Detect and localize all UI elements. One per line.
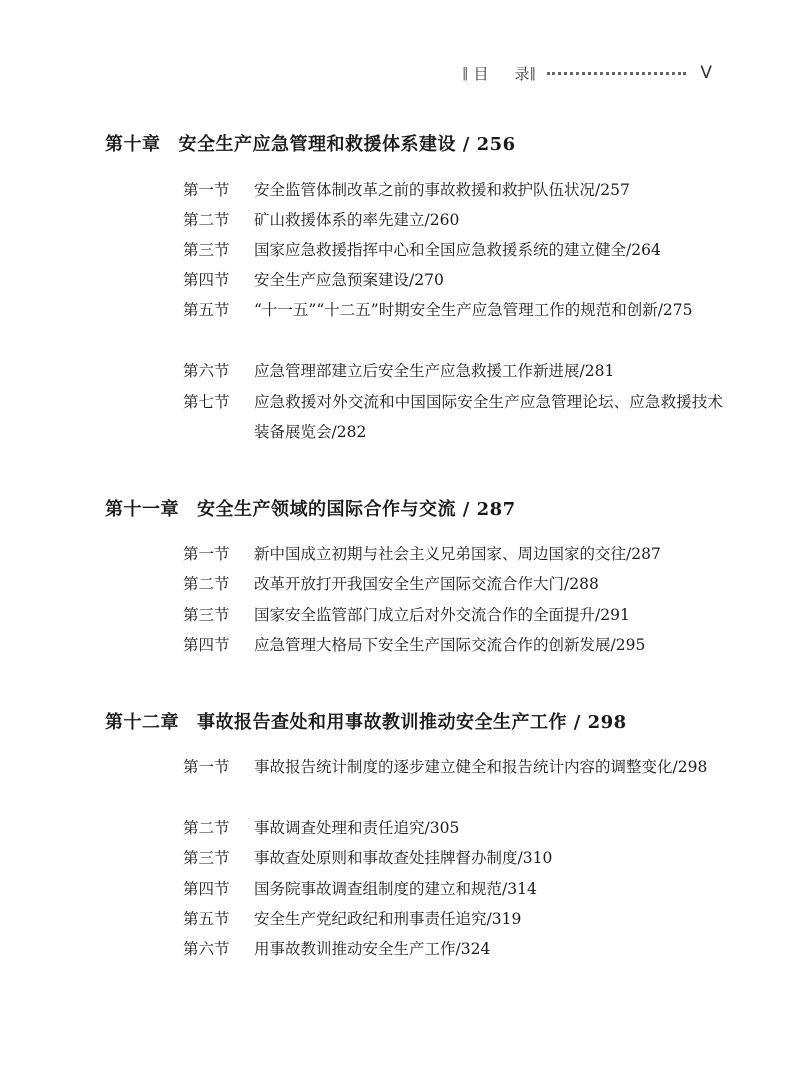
chapter-title: 安全生产应急管理和救援体系建设 / 256 bbox=[178, 134, 516, 155]
running-header bbox=[462, 58, 712, 88]
chapter-title: 安全生产领域的国际合作与交流 / 287 bbox=[197, 499, 516, 520]
section-number: 第二节 bbox=[183, 211, 230, 229]
section-title: 应急管理部建立后安全生产应急救援工作新进展/281 bbox=[254, 362, 615, 380]
section-number: 第一节 bbox=[183, 181, 230, 199]
chapter-number: 第十章 bbox=[105, 134, 161, 155]
section-title: 安全生产应急预案建设/270 bbox=[254, 271, 444, 289]
section-number: 第四节 bbox=[183, 880, 230, 898]
section-number: 第三节 bbox=[183, 849, 230, 867]
section-number: 第三节 bbox=[183, 606, 230, 624]
toc-entry[interactable] bbox=[183, 843, 723, 873]
toc-entry[interactable] bbox=[183, 874, 723, 904]
toc-entry[interactable] bbox=[183, 813, 723, 843]
toc-entry[interactable] bbox=[183, 356, 723, 386]
section-title: 改革开放打开我国安全生产国际交流合作大门/288 bbox=[254, 575, 599, 593]
section-title: 应急管理大格局下安全生产国际交流合作的创新发展/295 bbox=[254, 636, 646, 654]
chapter-10-heading[interactable] bbox=[105, 130, 516, 156]
section-title: 用事故教训推动安全生产工作/324 bbox=[254, 940, 491, 958]
toc-entry[interactable] bbox=[183, 569, 723, 599]
toc-entry[interactable] bbox=[183, 175, 723, 205]
toc-entry[interactable] bbox=[183, 904, 723, 934]
header-label-lu: 录 bbox=[514, 64, 530, 83]
toc-entry[interactable] bbox=[183, 934, 723, 964]
chapter-title: 事故报告查处和用事故教训推动安全生产工作 / 298 bbox=[197, 712, 627, 733]
toc-entry[interactable] bbox=[183, 295, 723, 325]
toc-entry[interactable] bbox=[183, 752, 723, 782]
chapter-12-heading[interactable] bbox=[105, 708, 627, 734]
section-title: 安全生产党纪政纪和刑事责任追究/319 bbox=[254, 910, 522, 928]
chapter-11-heading[interactable] bbox=[105, 495, 516, 521]
section-title: 事故报告统计制度的逐步建立健全和报告统计内容的调整变化/298 bbox=[254, 758, 708, 776]
toc-entry[interactable] bbox=[183, 600, 723, 630]
page-number: V bbox=[700, 63, 712, 83]
header-bar-right: ‖ bbox=[529, 65, 536, 81]
section-title: 应急救援对外交流和中国国际安全生产应急管理论坛、应急救援技术装备展览会/282 bbox=[254, 393, 723, 441]
chapter-number: 第十二章 bbox=[105, 712, 179, 733]
header-dot-leader bbox=[547, 72, 686, 75]
section-number: 第二节 bbox=[183, 575, 230, 593]
section-number: 第四节 bbox=[183, 271, 230, 289]
toc-entry[interactable] bbox=[183, 235, 723, 265]
section-title: 国家应急救援指挥中心和全国应急救援系统的建立健全/264 bbox=[254, 241, 661, 259]
section-title: 矿山救援体系的率先建立/260 bbox=[254, 211, 460, 229]
section-number: 第五节 bbox=[183, 301, 230, 319]
section-title: “十一五”“十二五”时期安全生产应急管理工作的规范和创新/275 bbox=[254, 301, 693, 319]
toc-entry[interactable] bbox=[183, 630, 723, 660]
section-number: 第三节 bbox=[183, 241, 230, 259]
section-number: 第七节 bbox=[183, 393, 230, 411]
header-label-mu: 目 bbox=[473, 64, 489, 83]
section-title: 国家安全监管部门成立后对外交流合作的全面提升/291 bbox=[254, 606, 630, 624]
section-number: 第六节 bbox=[183, 940, 230, 958]
section-title: 安全监管体制改革之前的事故救援和救护队伍状况/257 bbox=[254, 181, 630, 199]
toc-entry[interactable] bbox=[183, 387, 723, 447]
section-title: 国务院事故调查组制度的建立和规范/314 bbox=[254, 880, 537, 898]
chapter-number: 第十一章 bbox=[105, 499, 179, 520]
section-number: 第一节 bbox=[183, 545, 230, 563]
toc-entry[interactable] bbox=[183, 265, 723, 295]
section-title: 事故查处原则和事故查处挂牌督办制度/310 bbox=[254, 849, 553, 867]
section-title: 事故调查处理和责任追究/305 bbox=[254, 819, 460, 837]
section-number: 第四节 bbox=[183, 636, 230, 654]
section-number: 第六节 bbox=[183, 362, 230, 380]
section-number: 第五节 bbox=[183, 910, 230, 928]
section-number: 第一节 bbox=[183, 758, 230, 776]
toc-entry[interactable] bbox=[183, 205, 723, 235]
toc-entry[interactable] bbox=[183, 539, 723, 569]
header-bar-left: ‖ bbox=[462, 65, 468, 81]
section-number: 第二节 bbox=[183, 819, 230, 837]
section-title: 新中国成立初期与社会主义兄弟国家、周边国家的交往/287 bbox=[254, 545, 661, 563]
